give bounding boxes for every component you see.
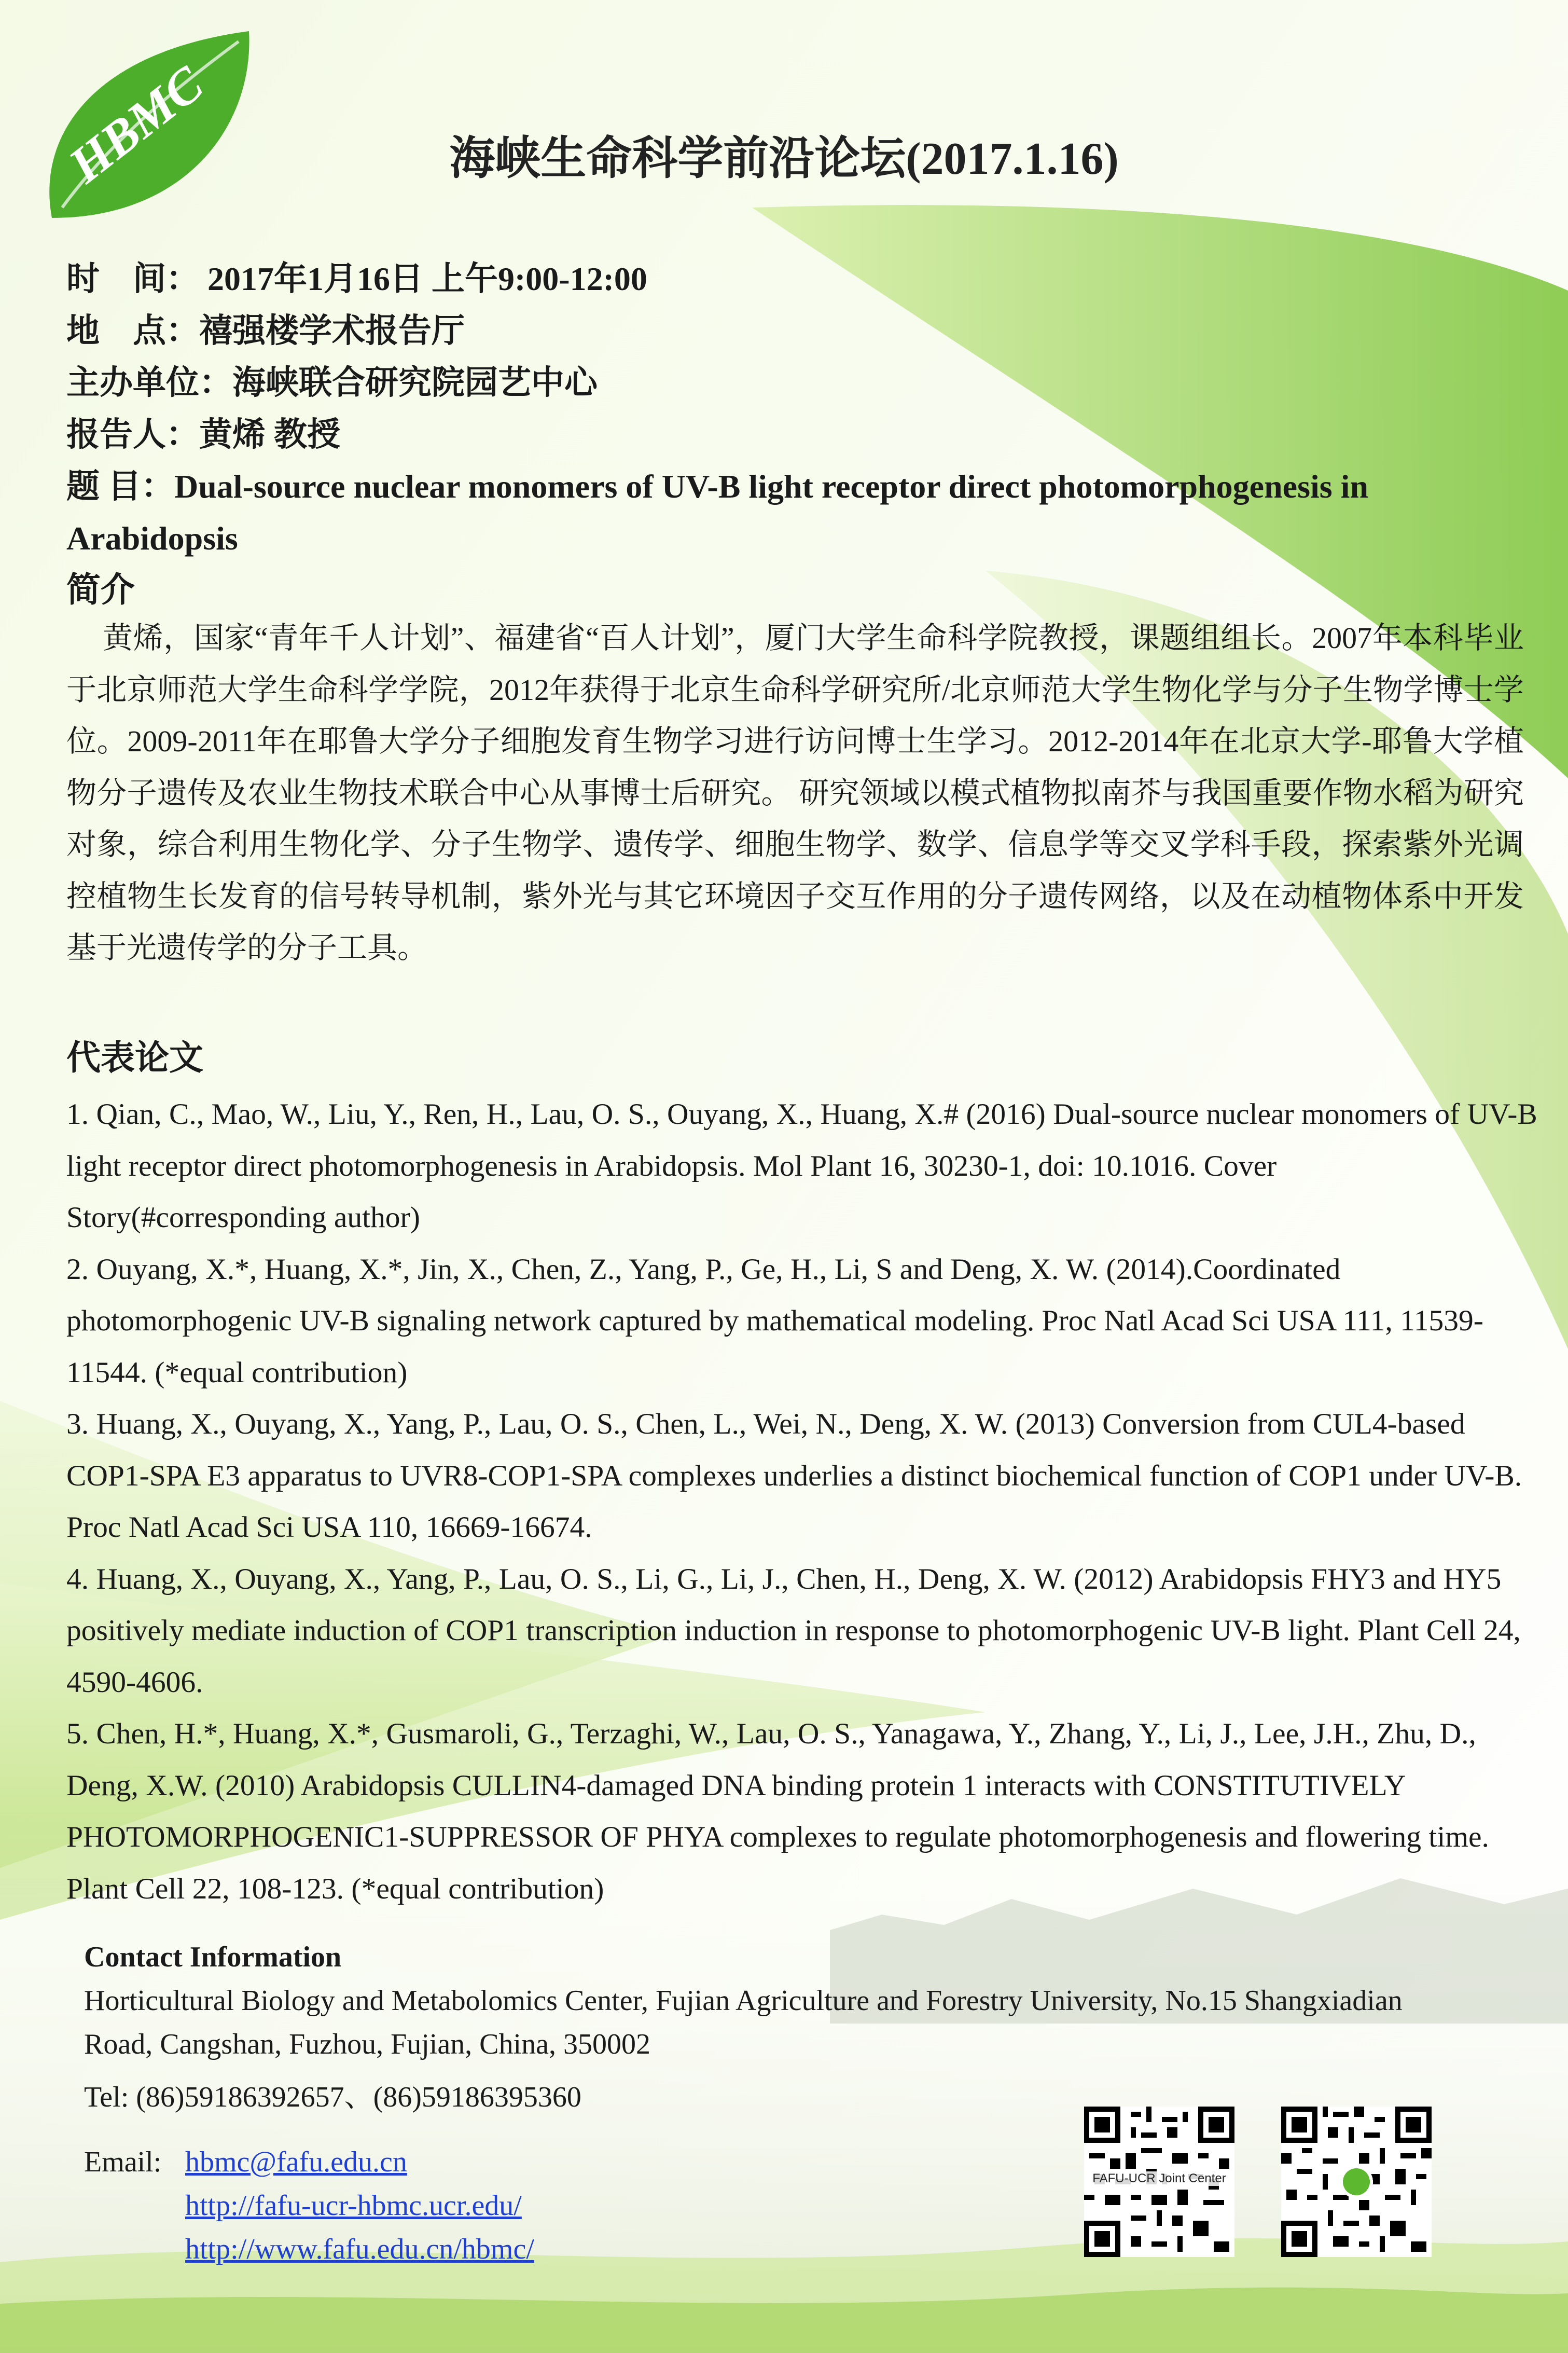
paper-item: 1. Qian, C., Mao, W., Liu, Y., Ren, H., Lau, O. S., Ouyang, X., Huang, X.# (2016) Dual-source nuclear monomers of UV-B light receptor direct photomorphogenesis in Arabidopsis. Mol Plant 16, 30230-1, doi: 10.1016. Cover Story(#corresponding author)	[66, 1098, 1537, 1234]
intro-heading: 简介	[66, 571, 135, 609]
event-info	[66, 253, 1508, 616]
paper-item: 3. Huang, X., Ouyang, X., Yang, P., Lau, O. S., Chen, L., Wei, N., Deng, X. W. (2013) Conversion from CUL4-based COP1-SPA E3 apparatus to UVR8-COP1-SPA complexes underlies a distinct biochemical function of COP1 under UV-B. Proc Natl Acad Sci USA 110, 16669-16674.	[66, 1408, 1522, 1544]
paper-item: 5. Chen, H.*, Huang, X.*, Gusmaroli, G., Terzaghi, W., Lau, O. S., Yanagawa, Y., Zhang, Y., Li, J., Lee, J.H., Zhu, D., Deng, X.W. (2010) Arabidopsis CULLIN4-damaged DNA binding protein 1 interacts with CONSTITUTIVELY PHOTOMORPHOGENIC1-SUPPRESSOR OF PHYA complexes to regulate photomorphogenesis and flowering time. Plant Cell 22, 108-123. (*equal contribution)	[66, 1717, 1489, 1905]
logo-text: HBMC	[59, 56, 214, 194]
page-title: 海峡生命科学前沿论坛(2017.1.16)	[449, 134, 1119, 184]
contact-tel: Tel: (86)59186392657、(86)59186395360	[84, 2081, 581, 2113]
website-link-fafu[interactable]: http://www.fafu.edu.cn/hbmc/	[185, 2233, 534, 2265]
website-link-ucr[interactable]: http://fafu-ucr-hbmc.ucr.edu/	[185, 2190, 522, 2222]
contact-heading: Contact Information	[84, 1941, 342, 1973]
qr-caption: FAFU-UCR Joint Center	[1084, 2171, 1234, 2186]
contact-links	[84, 2140, 534, 2271]
email-label: Email:	[84, 2146, 162, 2178]
contact-section	[84, 1935, 1453, 2119]
event-time: 时 间： 2017年1月16日 上午9:00-12:00	[66, 260, 647, 297]
contact-address: Horticultural Biology and Metabolomics Center, Fujian Agriculture and Forestry University, No.15 Shangxiadian Road, Cangshan, Fuzhou, Fujian, China, 350002	[84, 1985, 1403, 2060]
event-speaker: 报告人：黄烯 教授	[66, 416, 340, 453]
event-topic: 题 目：Dual-source nuclear monomers of UV-B light receptor direct photomorphogenesis in Arabidopsis	[66, 468, 1369, 557]
event-place: 地 点：禧强楼学术报告厅	[66, 312, 465, 349]
papers-list	[66, 1089, 1539, 1915]
event-organizer: 主办单位：海峡联合研究院园艺中心	[66, 364, 598, 401]
papers-heading: 代表论文	[66, 1039, 203, 1077]
email-link[interactable]: hbmc@fafu.edu.cn	[185, 2146, 407, 2178]
speaker-bio: 黄烯，国家“青年千人计划”、福建省“百人计划”，厦门大学生命科学院教授，课题组组长。2007年本科毕业于北京师范大学生命科学学院，2012年获得于北京生命科学研究所/北京师范大学生物化学与分子生物学博士学位。2009-2011年在耶鲁大学分子细胞发育生物学习进行访问博士生学习。2012-2014年在北京大学-耶鲁大学植物分子遗传及农业生物技术联合中心从事博士后研究。 研究领域以模式植物拟南芥与我国重要作物水稻为研究对象，综合利用生物化学、分子生物学、遗传学、细胞生物学、数学、信息学等交叉学科手段，探索紫外光调控植物生长发育的信号转导机制，紫外光与其它环境因子交互作用的分子遗传网络，以及在动植物体系中开发基于光遗传学的分子工具。	[66, 621, 1524, 965]
qr-code-icon	[1281, 2107, 1432, 2257]
paper-item: 4. Huang, X., Ouyang, X., Yang, P., Lau, O. S., Li, G., Li, J., Chen, H., Deng, X. W. (2012) Arabidopsis FHY3 and HY5 positively mediate induction of COP1 transcription induction in response to photomorphogenic UV-B light. Plant Cell 24, 4590-4606.	[66, 1562, 1521, 1699]
paper-item: 2. Ouyang, X.*, Huang, X.*, Jin, X., Chen, Z., Yang, P., Ge, H., Li, S and Deng, X. W. (2014).Coordinated photomorphogenic UV-B signaling network captured by mathematical modeling. Proc Natl Acad Sci USA 111, 11539-11544. (*equal contribution)	[66, 1253, 1483, 1389]
